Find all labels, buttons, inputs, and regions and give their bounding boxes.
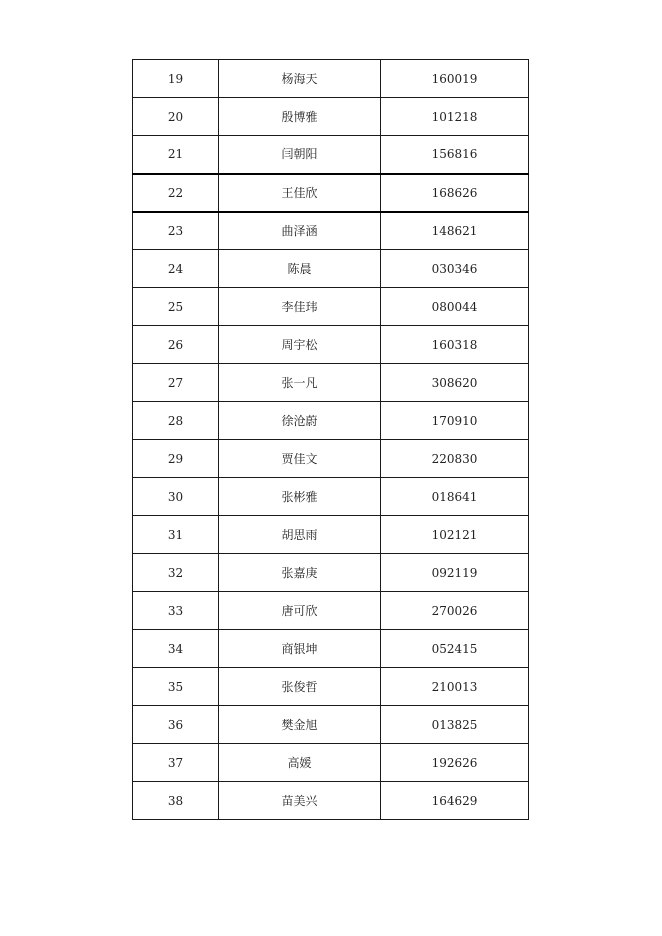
table-row — [133, 516, 529, 554]
code-cell: 052415 — [381, 630, 529, 668]
name-cell: 张彬雅 — [219, 478, 381, 516]
row-number-cell: 24 — [133, 250, 219, 288]
row-number-cell: 35 — [133, 668, 219, 706]
code-cell: 148621 — [381, 212, 529, 250]
row-number-cell: 36 — [133, 706, 219, 744]
roster-table — [132, 59, 529, 820]
table-row — [133, 630, 529, 668]
code-cell: 160019 — [381, 60, 529, 98]
row-number-cell: 25 — [133, 288, 219, 326]
code-cell: 270026 — [381, 592, 529, 630]
code-cell: 013825 — [381, 706, 529, 744]
name-cell: 张嘉庚 — [219, 554, 381, 592]
code-cell: 080044 — [381, 288, 529, 326]
table-row — [133, 288, 529, 326]
table-row — [133, 174, 529, 212]
code-cell: 092119 — [381, 554, 529, 592]
name-cell: 徐沧蔚 — [219, 402, 381, 440]
name-cell: 殷博雅 — [219, 98, 381, 136]
name-cell: 贾佳文 — [219, 440, 381, 478]
code-cell: 170910 — [381, 402, 529, 440]
table-row — [133, 668, 529, 706]
row-number-cell: 27 — [133, 364, 219, 402]
code-cell: 168626 — [381, 174, 529, 212]
table-row — [133, 402, 529, 440]
table-row — [133, 364, 529, 402]
row-number-cell: 37 — [133, 744, 219, 782]
table-row — [133, 136, 529, 174]
table-row — [133, 782, 529, 820]
name-cell: 陈晨 — [219, 250, 381, 288]
row-number-cell: 22 — [133, 174, 219, 212]
row-number-cell: 21 — [133, 136, 219, 174]
row-number-cell: 34 — [133, 630, 219, 668]
name-cell: 曲泽涵 — [219, 212, 381, 250]
row-number-cell: 29 — [133, 440, 219, 478]
row-number-cell: 38 — [133, 782, 219, 820]
code-cell: 192626 — [381, 744, 529, 782]
table-row — [133, 98, 529, 136]
name-cell: 周宇松 — [219, 326, 381, 364]
table-row — [133, 706, 529, 744]
row-number-cell: 19 — [133, 60, 219, 98]
name-cell: 王佳欣 — [219, 174, 381, 212]
name-cell: 高媛 — [219, 744, 381, 782]
table-row — [133, 592, 529, 630]
code-cell: 164629 — [381, 782, 529, 820]
name-cell: 张俊哲 — [219, 668, 381, 706]
row-number-cell: 26 — [133, 326, 219, 364]
code-cell: 210013 — [381, 668, 529, 706]
row-number-cell: 30 — [133, 478, 219, 516]
table-row — [133, 60, 529, 98]
code-cell: 030346 — [381, 250, 529, 288]
name-cell: 杨海天 — [219, 60, 381, 98]
code-cell: 101218 — [381, 98, 529, 136]
row-number-cell: 31 — [133, 516, 219, 554]
table-row — [133, 440, 529, 478]
code-cell: 160318 — [381, 326, 529, 364]
row-number-cell: 23 — [133, 212, 219, 250]
table-row — [133, 744, 529, 782]
row-number-cell: 33 — [133, 592, 219, 630]
name-cell: 商银坤 — [219, 630, 381, 668]
code-cell: 156816 — [381, 136, 529, 174]
table-row — [133, 478, 529, 516]
table-row — [133, 212, 529, 250]
code-cell: 018641 — [381, 478, 529, 516]
code-cell: 308620 — [381, 364, 529, 402]
row-number-cell: 32 — [133, 554, 219, 592]
table-row — [133, 554, 529, 592]
table-row — [133, 250, 529, 288]
name-cell: 苗美兴 — [219, 782, 381, 820]
code-cell: 220830 — [381, 440, 529, 478]
roster-table-body — [133, 60, 529, 820]
code-cell: 102121 — [381, 516, 529, 554]
name-cell: 胡思雨 — [219, 516, 381, 554]
name-cell: 樊金旭 — [219, 706, 381, 744]
table-row — [133, 326, 529, 364]
row-number-cell: 28 — [133, 402, 219, 440]
name-cell: 唐可欣 — [219, 592, 381, 630]
name-cell: 闫朝阳 — [219, 136, 381, 174]
row-number-cell: 20 — [133, 98, 219, 136]
name-cell: 张一凡 — [219, 364, 381, 402]
name-cell: 李佳玮 — [219, 288, 381, 326]
